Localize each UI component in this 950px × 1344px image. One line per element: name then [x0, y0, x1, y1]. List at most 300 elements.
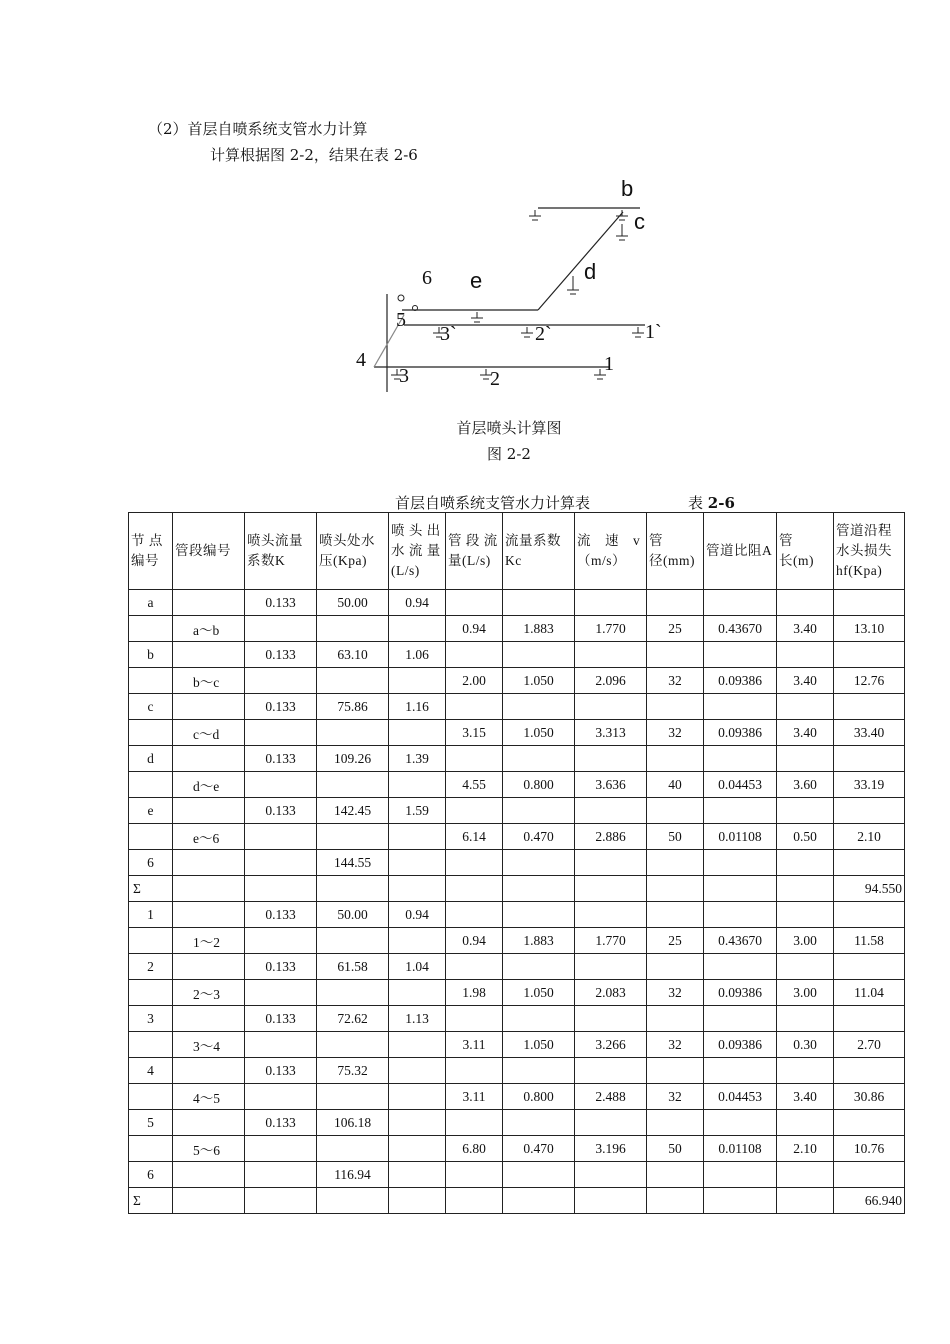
- table-cell: [173, 694, 245, 720]
- table-cell: 0.800: [503, 772, 575, 798]
- table-cell: [704, 1162, 777, 1188]
- table-row: [129, 590, 905, 616]
- table-cell: [834, 1110, 905, 1136]
- table-header-cell: 喷头处水压(Kpa): [317, 513, 389, 590]
- table-cell: 50: [647, 1136, 704, 1162]
- table-cell: [647, 590, 704, 616]
- table-cell: [245, 1032, 317, 1058]
- table-cell: [503, 642, 575, 668]
- table-cell: [503, 954, 575, 980]
- table-cell: [575, 1058, 647, 1084]
- table-cell: 0.133: [245, 954, 317, 980]
- table-cell: 11.04: [834, 980, 905, 1006]
- table-cell: 0.09386: [704, 720, 777, 746]
- table-cell: 75.32: [317, 1058, 389, 1084]
- table-cell: 0.09386: [704, 668, 777, 694]
- table-cell: [317, 1136, 389, 1162]
- node-label-2p: 2`: [535, 323, 552, 345]
- table-cell: [704, 1006, 777, 1032]
- table-cell: [446, 954, 503, 980]
- table-cell: 25: [647, 928, 704, 954]
- table-cell: 6: [129, 1162, 173, 1188]
- sprinkler-head-icon: [521, 327, 533, 337]
- table-cell: [777, 590, 834, 616]
- table-title: 首层自喷系统支管水力计算表: [395, 494, 591, 512]
- table-header-cell: 管道沿程水头损失hf(Kpa): [834, 513, 905, 590]
- table-row: [129, 902, 905, 928]
- table-row: [129, 694, 905, 720]
- table-cell: [317, 824, 389, 850]
- table-cell: [575, 1162, 647, 1188]
- table-cell: 3.313: [575, 720, 647, 746]
- table-cell: 72.62: [317, 1006, 389, 1032]
- table-cell: 3.40: [777, 1084, 834, 1110]
- table-cell: [834, 798, 905, 824]
- table-cell: [317, 980, 389, 1006]
- table-cell: [503, 876, 575, 902]
- table-cell: 10.76: [834, 1136, 905, 1162]
- pipe-diagonal-upper: [538, 212, 623, 310]
- valve-icon: [398, 295, 404, 301]
- table-cell: 0.43670: [704, 928, 777, 954]
- table-cell: 1.050: [503, 720, 575, 746]
- table-cell: 0.133: [245, 590, 317, 616]
- table-row: [129, 720, 905, 746]
- table-cell: [446, 746, 503, 772]
- table-cell: [575, 590, 647, 616]
- table-cell: [245, 1188, 317, 1214]
- table-cell: [129, 720, 173, 746]
- table-cell: 0.94: [446, 928, 503, 954]
- table-cell: 0.470: [503, 824, 575, 850]
- table-cell: 0.133: [245, 694, 317, 720]
- table-cell: [647, 1006, 704, 1032]
- table-cell: 61.58: [317, 954, 389, 980]
- table-cell: 2.096: [575, 668, 647, 694]
- table-cell: 0.30: [777, 1032, 834, 1058]
- table-cell: [245, 720, 317, 746]
- table-cell: [503, 1188, 575, 1214]
- table-cell: 2.70: [834, 1032, 905, 1058]
- table-cell: [503, 1162, 575, 1188]
- node-label-b: b: [621, 176, 634, 201]
- table-cell: [777, 902, 834, 928]
- table-cell: 32: [647, 1084, 704, 1110]
- table-cell: [704, 746, 777, 772]
- table-cell: [389, 1188, 446, 1214]
- table-cell: [245, 1162, 317, 1188]
- table-cell: [129, 616, 173, 642]
- node-label-4: 4: [356, 349, 366, 371]
- table-row: [129, 746, 905, 772]
- table-cell: [834, 902, 905, 928]
- table-header-cell: 节 点编号: [129, 513, 173, 590]
- table-cell: 50: [647, 824, 704, 850]
- table-cell: [245, 824, 317, 850]
- table-cell: [834, 1162, 905, 1188]
- table-row: [129, 980, 905, 1006]
- table-cell: 144.55: [317, 850, 389, 876]
- table-cell: 2.10: [777, 1136, 834, 1162]
- figure-caption: 首层喷头计算图: [456, 419, 562, 437]
- table-cell: c: [129, 694, 173, 720]
- table-cell: 0.01108: [704, 1136, 777, 1162]
- table-cell: [245, 772, 317, 798]
- table-cell: [575, 876, 647, 902]
- table-header-cell: 管道比阻A: [704, 513, 777, 590]
- table-cell: [704, 1058, 777, 1084]
- table-cell: 3.11: [446, 1032, 503, 1058]
- table-cell: 109.26: [317, 746, 389, 772]
- table-cell: 3.40: [777, 720, 834, 746]
- table-cell: [446, 876, 503, 902]
- table-header-cell: 流 速 v（m/s）: [575, 513, 647, 590]
- table-cell: [317, 928, 389, 954]
- table-cell: [834, 642, 905, 668]
- node-label-6: 6: [422, 267, 432, 289]
- table-cell: 0.133: [245, 902, 317, 928]
- table-cell: [575, 902, 647, 928]
- table-cell: 2: [129, 954, 173, 980]
- table-cell: [777, 876, 834, 902]
- table-cell: [647, 902, 704, 928]
- table-cell: [575, 694, 647, 720]
- table-cell: [503, 1058, 575, 1084]
- table-cell: 4: [129, 1058, 173, 1084]
- table-cell: [777, 850, 834, 876]
- table-cell: 0.133: [245, 746, 317, 772]
- table-cell: c～d: [173, 720, 245, 746]
- table-cell: [389, 772, 446, 798]
- table-cell: [503, 798, 575, 824]
- table-header-cell: 喷头流量系数K: [245, 513, 317, 590]
- table-cell: a～b: [173, 616, 245, 642]
- table-cell: 0.94: [446, 616, 503, 642]
- table-cell: [575, 746, 647, 772]
- table-cell: 1.16: [389, 694, 446, 720]
- table-cell: [173, 642, 245, 668]
- table-cell: 0.09386: [704, 980, 777, 1006]
- table-cell: [503, 902, 575, 928]
- table-cell: d: [129, 746, 173, 772]
- table-cell: 0.50: [777, 824, 834, 850]
- table-cell: [173, 1162, 245, 1188]
- table-cell: [129, 1032, 173, 1058]
- table-cell: [129, 1084, 173, 1110]
- table-cell: [575, 1110, 647, 1136]
- table-cell: 1.050: [503, 980, 575, 1006]
- table-header-cell: 流量系数Kc: [503, 513, 575, 590]
- table-cell: b～c: [173, 668, 245, 694]
- table-cell: 0.133: [245, 642, 317, 668]
- table-row: [129, 1188, 905, 1214]
- table-cell: 94.550: [834, 876, 905, 902]
- table-row: [129, 1136, 905, 1162]
- table-cell: [704, 1110, 777, 1136]
- table-cell: [777, 694, 834, 720]
- table-cell: [446, 642, 503, 668]
- table-cell: 32: [647, 668, 704, 694]
- section-heading: （2）首层自喷系统支管水力计算: [148, 120, 368, 138]
- table-cell: [446, 798, 503, 824]
- table-row: [129, 772, 905, 798]
- table-cell: 6.80: [446, 1136, 503, 1162]
- table-cell: [704, 850, 777, 876]
- table-cell: 3.40: [777, 668, 834, 694]
- table-cell: 3.11: [446, 1084, 503, 1110]
- table-cell: [647, 850, 704, 876]
- table-cell: e: [129, 798, 173, 824]
- table-cell: [575, 1006, 647, 1032]
- table-cell: [173, 590, 245, 616]
- table-cell: [245, 850, 317, 876]
- table-cell: [647, 746, 704, 772]
- table-cell: [245, 928, 317, 954]
- table-cell: [389, 1136, 446, 1162]
- table-cell: [446, 694, 503, 720]
- table-cell: 3.15: [446, 720, 503, 746]
- table-cell: 75.86: [317, 694, 389, 720]
- table-cell: 5～6: [173, 1136, 245, 1162]
- table-cell: [647, 1162, 704, 1188]
- table-cell: [129, 668, 173, 694]
- table-cell: 40: [647, 772, 704, 798]
- table-cell: [173, 798, 245, 824]
- table-row: [129, 1058, 905, 1084]
- table-cell: 2.886: [575, 824, 647, 850]
- table-cell: 0.94: [389, 902, 446, 928]
- table-cell: 25: [647, 616, 704, 642]
- table-cell: 6.14: [446, 824, 503, 850]
- table-cell: 11.58: [834, 928, 905, 954]
- table-cell: 33.19: [834, 772, 905, 798]
- table-cell: 3.40: [777, 616, 834, 642]
- table-row: [129, 824, 905, 850]
- table-cell: 1.13: [389, 1006, 446, 1032]
- table-cell: 1.04: [389, 954, 446, 980]
- table-row: [129, 850, 905, 876]
- node-label-1p: 1`: [645, 321, 662, 343]
- table-cell: [317, 616, 389, 642]
- table-row: [129, 668, 905, 694]
- table-cell: 32: [647, 720, 704, 746]
- table-cell: 116.94: [317, 1162, 389, 1188]
- section-subline: 计算根据图 2-2，结果在表 2-6: [210, 146, 418, 164]
- table-cell: [389, 1058, 446, 1084]
- table-cell: 2.10: [834, 824, 905, 850]
- table-cell: 3.00: [777, 980, 834, 1006]
- table-cell: [317, 772, 389, 798]
- table-row: [129, 1006, 905, 1032]
- table-cell: [446, 850, 503, 876]
- table-cell: [389, 850, 446, 876]
- table-cell: 2.00: [446, 668, 503, 694]
- table-cell: 3: [129, 1006, 173, 1032]
- table-cell: [704, 954, 777, 980]
- table-cell: [446, 1006, 503, 1032]
- table-cell: 1.98: [446, 980, 503, 1006]
- table-cell: 30.86: [834, 1084, 905, 1110]
- table-cell: [575, 954, 647, 980]
- table-cell: b: [129, 642, 173, 668]
- table-cell: [389, 1110, 446, 1136]
- table-header-cell: 喷 头 出水 流 量(L/s): [389, 513, 446, 590]
- sprinkler-head-icon: [471, 312, 483, 322]
- table-cell: 6: [129, 850, 173, 876]
- table-row: [129, 1162, 905, 1188]
- table-cell: [317, 876, 389, 902]
- table-cell: [389, 876, 446, 902]
- table-cell: 5: [129, 1110, 173, 1136]
- node-label-1: 1: [604, 353, 614, 375]
- table-cell: [173, 902, 245, 928]
- table-cell: [245, 668, 317, 694]
- table-cell: [173, 850, 245, 876]
- figure-number: 图 2-2: [487, 445, 531, 463]
- table-cell: [647, 1058, 704, 1084]
- table-cell: 33.40: [834, 720, 905, 746]
- table-cell: [647, 798, 704, 824]
- table-row: [129, 642, 905, 668]
- table-cell: [389, 980, 446, 1006]
- node-label-5: 5: [396, 309, 406, 331]
- table-cell: [446, 902, 503, 928]
- node-label-c: c: [634, 209, 645, 234]
- table-cell: [704, 694, 777, 720]
- table-cell: [647, 1188, 704, 1214]
- table-cell: 0.43670: [704, 616, 777, 642]
- table-cell: 50.00: [317, 590, 389, 616]
- table-cell: 1.39: [389, 746, 446, 772]
- table-row: [129, 616, 905, 642]
- table-cell: [777, 1006, 834, 1032]
- table-cell: [173, 1058, 245, 1084]
- table-cell: [704, 902, 777, 928]
- table-cell: [389, 720, 446, 746]
- table-row: [129, 1110, 905, 1136]
- table-cell: [575, 642, 647, 668]
- table-cell: [704, 876, 777, 902]
- table-cell: [704, 642, 777, 668]
- table-cell: 12.76: [834, 668, 905, 694]
- table-cell: 3.266: [575, 1032, 647, 1058]
- table-cell: 1.883: [503, 928, 575, 954]
- table-cell: [777, 642, 834, 668]
- table-cell: [777, 746, 834, 772]
- table-cell: [446, 1162, 503, 1188]
- table-cell: [704, 1188, 777, 1214]
- table-cell: [389, 1032, 446, 1058]
- table-header-cell: 管 长(m): [777, 513, 834, 590]
- table-cell: [647, 1110, 704, 1136]
- table-cell: [173, 746, 245, 772]
- table-cell: 0.133: [245, 1006, 317, 1032]
- sprinkler-head-icon: [529, 210, 541, 220]
- table-cell: 2～3: [173, 980, 245, 1006]
- table-cell: 50.00: [317, 902, 389, 928]
- table-cell: [389, 824, 446, 850]
- table-cell: [575, 850, 647, 876]
- table-cell: 32: [647, 980, 704, 1006]
- table-cell: [245, 980, 317, 1006]
- table-cell: 0.09386: [704, 1032, 777, 1058]
- table-cell: [389, 928, 446, 954]
- table-cell: [834, 590, 905, 616]
- table-cell: 2.488: [575, 1084, 647, 1110]
- table-cell: 1: [129, 902, 173, 928]
- table-number: 表 2-6: [688, 494, 735, 512]
- table-cell: [317, 1188, 389, 1214]
- node-label-2: 2: [490, 368, 500, 390]
- table-cell: 1.770: [575, 616, 647, 642]
- table-cell: [389, 616, 446, 642]
- sprinkler-head-icon: [616, 224, 628, 240]
- table-cell: [834, 694, 905, 720]
- table-cell: 106.18: [317, 1110, 389, 1136]
- table-cell: 0.800: [503, 1084, 575, 1110]
- table-cell: 66.940: [834, 1188, 905, 1214]
- table-cell: [503, 746, 575, 772]
- table-cell: [503, 1110, 575, 1136]
- table-cell: [503, 1006, 575, 1032]
- node-label-e: e: [470, 268, 483, 293]
- table-cell: 0.133: [245, 1058, 317, 1084]
- table-cell: 13.10: [834, 616, 905, 642]
- table-cell: [317, 720, 389, 746]
- table-cell: 3.00: [777, 928, 834, 954]
- table-cell: [245, 1136, 317, 1162]
- table-cell: [647, 876, 704, 902]
- table-cell: 3.636: [575, 772, 647, 798]
- table-cell: [173, 1006, 245, 1032]
- table-header-row: [129, 513, 905, 590]
- table-header-cell: 管 径(mm): [647, 513, 704, 590]
- table-cell: [704, 590, 777, 616]
- table-cell: 3～4: [173, 1032, 245, 1058]
- hydraulic-calculation-table: [128, 512, 905, 1214]
- table-cell: 0.04453: [704, 772, 777, 798]
- table-cell: [777, 1162, 834, 1188]
- sprinkler-diagram: [340, 172, 680, 404]
- table-cell: [317, 668, 389, 694]
- table-cell: [173, 954, 245, 980]
- table-cell: [129, 928, 173, 954]
- node-label-d: d: [584, 259, 597, 284]
- table-row: [129, 798, 905, 824]
- table-cell: [317, 1084, 389, 1110]
- table-row: [129, 928, 905, 954]
- table-cell: 3.196: [575, 1136, 647, 1162]
- table-cell: [129, 1136, 173, 1162]
- table-cell: [245, 876, 317, 902]
- table-cell: 32: [647, 1032, 704, 1058]
- table-cell: [834, 954, 905, 980]
- table-cell: 0.470: [503, 1136, 575, 1162]
- sprinkler-head-icon: [632, 327, 644, 337]
- table-header-cell: 管段编号: [173, 513, 245, 590]
- table-cell: 63.10: [317, 642, 389, 668]
- table-row: [129, 1084, 905, 1110]
- table-cell: 1～2: [173, 928, 245, 954]
- table-cell: [173, 1110, 245, 1136]
- table-cell: [834, 746, 905, 772]
- table-cell: [777, 1058, 834, 1084]
- table-cell: [129, 980, 173, 1006]
- table-cell: 4～5: [173, 1084, 245, 1110]
- node-label-3: 3: [399, 365, 409, 387]
- table-cell: 0.04453: [704, 1084, 777, 1110]
- table-cell: [446, 1188, 503, 1214]
